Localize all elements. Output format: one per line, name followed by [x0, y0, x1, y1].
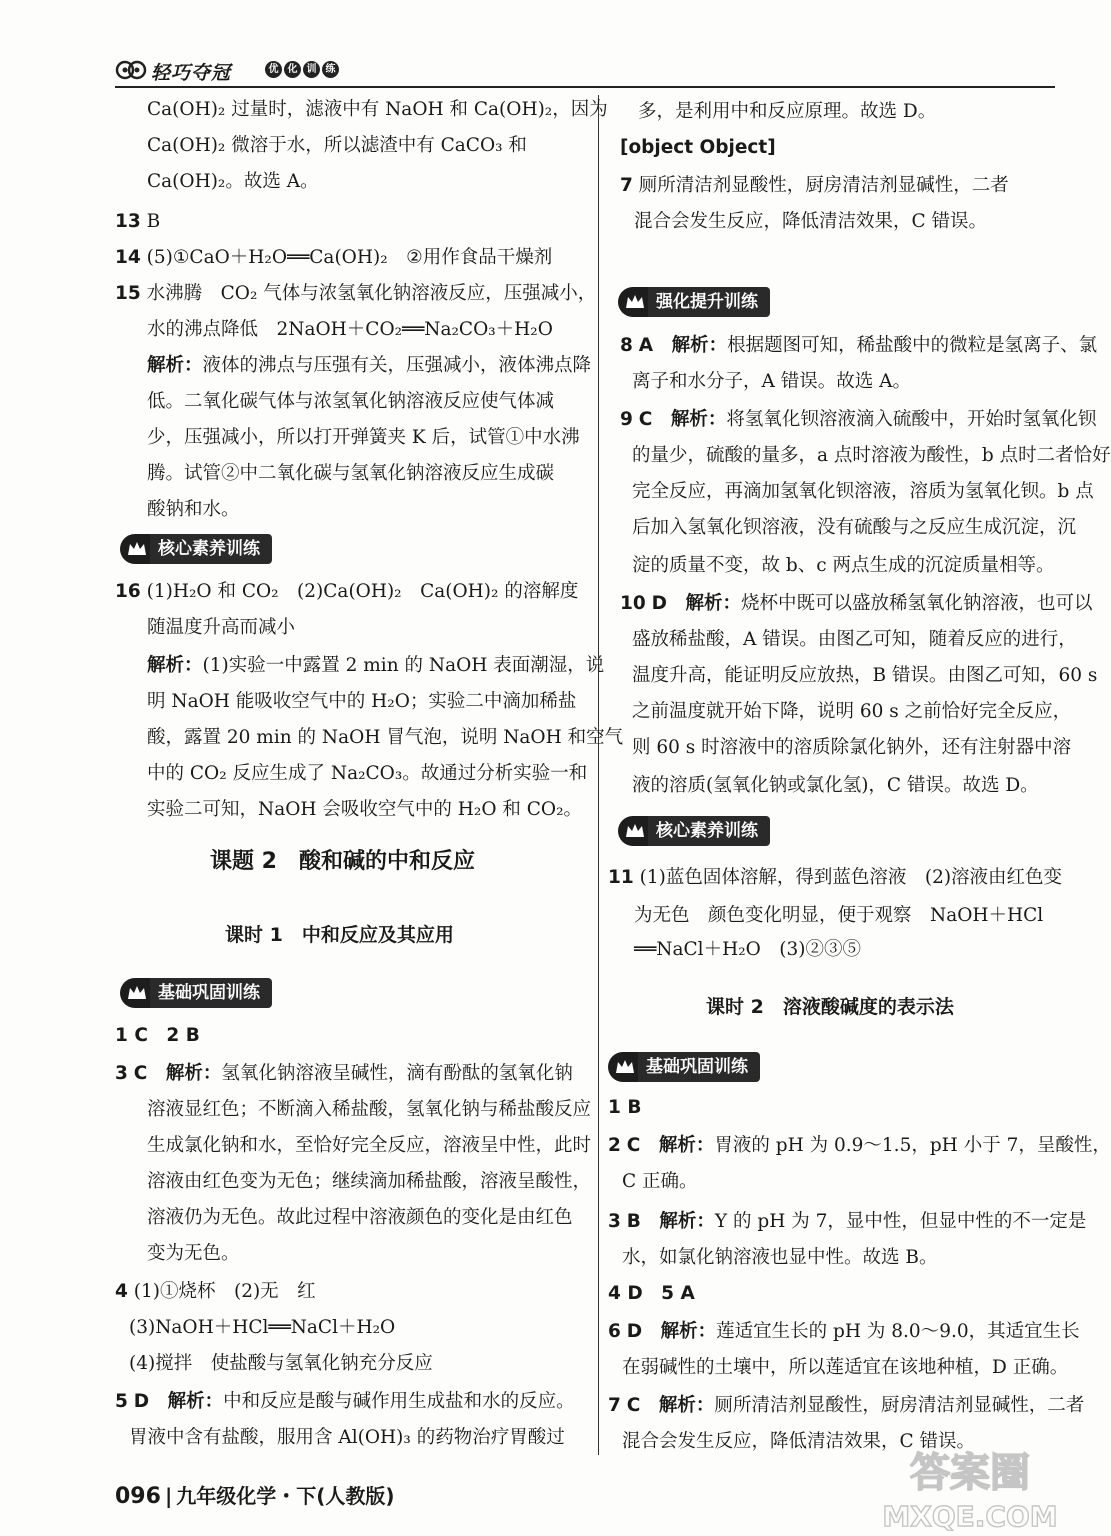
text-line: 在弱碱性的土壤中，所以莲适宜在该地种植，D 正确。 — [622, 1357, 1069, 1378]
answer-3 — [115, 1056, 573, 1092]
text-line: Ca(OH)₂ 微溶于水，所以滤渣中有 CaCO₃ 和 — [147, 135, 527, 156]
text-line: 多，是利用中和反应原理。故选 D。 — [638, 101, 937, 122]
answer-choice: D — [133, 1391, 150, 1412]
text-line: 的量少，硫酸的量多，a 点时溶液为酸性，b 点时二者恰好 — [632, 445, 1111, 466]
question-number: 7 — [620, 175, 633, 196]
question-number: 4 — [115, 1281, 128, 1302]
answer-choice: C — [626, 1395, 641, 1416]
answer-choice: C — [626, 1135, 641, 1156]
answer-1: 1 B — [608, 1097, 642, 1118]
watermark-text: 答案圈 — [910, 1450, 1030, 1496]
answer-6 — [608, 1314, 1080, 1350]
analysis-label: 解析： — [658, 1395, 715, 1416]
brand-tag: 化 — [284, 61, 301, 78]
brand-tags — [265, 61, 339, 78]
text-line: 混合会发生反应，降低清洁效果，C 错误。 — [622, 1431, 976, 1452]
answer-4-5: 4 D 5 A — [608, 1283, 695, 1304]
answer-16 — [115, 574, 578, 610]
answer-9 — [620, 402, 1096, 438]
text-line: 离子和水分子，A 错误。故选 A。 — [632, 371, 911, 392]
answer-14 — [115, 240, 552, 276]
text-line: 为无色 颜色变化明显，便于观察 NaOH＋HCl — [634, 905, 1044, 926]
crown-icon — [624, 821, 646, 841]
brand-logo-icon — [115, 56, 147, 84]
answer-text: 水沸腾 CO₂ 气体与浓氢氧化钠溶液反应，压强减小， — [146, 283, 597, 304]
text-line: 盛放稀盐酸，A 错误。由图乙可知，随着反应的进行， — [632, 629, 1077, 650]
topic-heading: 课题 2 酸和碱的中和反应 — [210, 849, 475, 874]
question-number: 6 — [608, 1321, 621, 1342]
text-line: 溶液由红色变为无色；继续滴加稀盐酸，溶液呈酸性， — [147, 1171, 592, 1192]
analysis-text: 将氢氧化钡溶液滴入硫酸中，开始时氢氧化钡 — [726, 409, 1097, 430]
text-line: 水，如氯化钠溶液也显中性。故选 B。 — [622, 1247, 938, 1268]
text-line: 胃液中含有盐酸，服用含 Al(OH)₃ 的药物治疗胃酸过 — [129, 1427, 565, 1448]
analysis-line — [147, 648, 604, 684]
text-line: 混合会发生反应，降低清洁效果，C 错误。 — [634, 211, 988, 232]
analysis-text: 中和反应是酸与碱作用生成盐和水的反应。 — [223, 1391, 575, 1412]
question-number: 13 — [115, 211, 141, 232]
text-line: 实验二可知，NaOH 会吸收空气中的 H₂O 和 CO₂。 — [147, 799, 582, 820]
section-title: 基础巩固训练 — [638, 1052, 760, 1082]
brand-tag: 优 — [265, 61, 282, 78]
section-title: 核心素养训练 — [150, 534, 272, 564]
lesson-heading: 课时 1 中和反应及其应用 — [225, 924, 454, 946]
text-line: (3)NaOH＋HCl══NaCl＋H₂O — [129, 1317, 396, 1338]
analysis-label: 解析： — [671, 335, 728, 356]
text-line: 水的沸点降低 2NaOH＋CO₂══Na₂CO₃＋H₂O — [147, 319, 553, 340]
text-line: Ca(OH)₂ 过量时，滤液中有 NaOH 和 Ca(OH)₂，因为 — [147, 99, 608, 120]
page-footer — [115, 1480, 395, 1509]
text-line: 温度升高，能证明反应放热，B 错误。由图乙可知，60 s — [632, 665, 1098, 686]
question-number: 8 — [620, 335, 633, 356]
answer-7 — [620, 168, 1009, 204]
watermark-domain: MXQE.COM — [882, 1500, 1058, 1533]
answer-text: 厕所清洁剂显酸性，厨房清洁剂显碱性，二者 — [638, 175, 1009, 196]
crown-icon — [614, 1057, 636, 1077]
text-line: 溶液仍为无色。故此过程中溶液颜色的变化是由红色 — [147, 1207, 573, 1228]
analysis-label: 解析： — [658, 1135, 715, 1156]
analysis-text: 烧杯中既可以盛放稀氢氧化钠溶液，也可以 — [741, 593, 1093, 614]
question-number: 3 — [608, 1211, 621, 1232]
analysis-label: 解析： — [659, 1211, 715, 1232]
text-line: 液的溶质(氢氧化钠或氯化氢)，C 错误。故选 D。 — [632, 775, 1039, 796]
text-line: (4)搅拌 使盐酸与氢氧化钠充分反应 — [129, 1353, 433, 1374]
question-number: 10 — [620, 593, 646, 614]
text-line: Ca(OH)₂。故选 A。 — [147, 171, 319, 192]
page-header — [115, 50, 1055, 90]
answer-11 — [608, 860, 1062, 896]
question-number: 16 — [115, 581, 141, 602]
answer-choice: D — [651, 593, 667, 614]
answer-13 — [115, 204, 160, 240]
question-number: 7 — [608, 1395, 621, 1416]
question-number: 2 — [608, 1135, 621, 1156]
answer-text: B — [146, 211, 161, 232]
column-divider — [598, 95, 599, 1455]
text-line: 生成氯化钠和水，至恰好完全反应，溶液呈中性，此时 — [147, 1135, 592, 1156]
header-rule — [115, 86, 1055, 88]
text-line: 之前温度就开始下降，说明 60 s 之前恰好完全反应， — [632, 701, 1072, 722]
text-line: 随温度升高而减小 — [147, 617, 296, 638]
footer-separator: | — [164, 1484, 173, 1508]
text-line: 酸，露置 20 min 的 NaOH 冒气泡，说明 NaOH 和空气 — [147, 727, 624, 748]
answer-choice: B — [626, 1211, 641, 1232]
analysis-text: 厕所清洁剂显酸性，厨房清洁剂显碱性，二者 — [714, 1395, 1085, 1416]
section-title: 强化提升训练 — [648, 287, 770, 317]
crown-icon — [624, 292, 646, 312]
text-line: 淀的质量不变，故 b、c 两点生成的沉淀质量相等。 — [632, 555, 1055, 576]
answer-choice: C — [133, 1063, 148, 1084]
crown-icon — [126, 539, 148, 559]
analysis-text: 胃液的 pH 为 0.9～1.5，pH 小于 7，呈酸性， — [714, 1135, 1111, 1156]
answer-7 — [608, 1388, 1084, 1424]
question-number: 5 — [115, 1391, 128, 1412]
text-line: C 正确。 — [622, 1171, 698, 1192]
text-line: 则 60 s 时溶液中的溶质除氯化钠外，还有注射器中溶 — [632, 737, 1072, 758]
text-line: 变为无色。 — [147, 1243, 240, 1264]
text-line: 酸钠和水。 — [147, 499, 240, 520]
answer-2 — [608, 1128, 1111, 1164]
brand-title: 轻巧夺冠 — [151, 62, 232, 84]
answer-3 — [608, 1204, 1086, 1240]
section-title: 基础巩固训练 — [150, 978, 272, 1008]
text-line: 少，压强减小，所以打开弹簧夹 K 后，试管①中水沸 — [147, 427, 580, 448]
answer-10 — [620, 586, 1093, 622]
watermark-logo-icon — [880, 1440, 1060, 1536]
question-number: 15 — [115, 283, 141, 304]
text-line: 完全反应，再滴加氢氧化钡溶液，溶质为氢氧化钡。b 点 — [632, 481, 1094, 502]
page-number: 096 — [115, 1484, 161, 1509]
analysis-label: 解析： — [147, 355, 203, 376]
brand-tag: 训 — [303, 61, 320, 78]
answer-15 — [115, 276, 596, 312]
answer-4 — [115, 1274, 316, 1310]
section-title: 核心素养训练 — [648, 816, 770, 846]
analysis-label: 解析： — [670, 409, 727, 430]
question-number: 14 — [115, 247, 141, 268]
analysis-text: 根据题图可知，稀盐酸中的微粒是氢离子、氯 — [727, 335, 1098, 356]
text-line: 明 NaOH 能吸收空气中的 H₂O；实验二中滴加稀盐 — [147, 691, 577, 712]
answer-choice: A — [638, 335, 654, 356]
analysis-label: 解析： — [165, 1063, 222, 1084]
question-number: 3 — [115, 1063, 128, 1084]
crown-icon — [126, 983, 148, 1003]
text-line: 低。二氧化碳气体与浓氢氧化钠溶液反应使气体减 — [147, 391, 555, 412]
answer-5 — [115, 1384, 575, 1420]
text-line: 腾。试管②中二氧化碳与氢氧化钠溶液反应生成碳 — [147, 463, 555, 484]
text-line: ══NaCl＋H₂O (3)②③⑤ — [634, 939, 861, 960]
answer-text: (5)①CaO＋H₂O══Ca(OH)₂ ②用作食品干燥剂 — [146, 247, 553, 268]
analysis-label: 解析： — [660, 1321, 717, 1342]
answer-choice: C — [638, 409, 653, 430]
analysis-label: 解析： — [167, 1391, 224, 1412]
analysis-text: Y 的 pH 为 7，显中性，但显中性的不一定是 — [714, 1211, 1087, 1232]
analysis-text: (1)实验一中露置 2 min 的 NaOH 表面潮湿，说 — [202, 655, 605, 676]
footer-book-title: 九年级化学・下(人教版) — [176, 1484, 395, 1508]
analysis-label: 解析： — [685, 593, 742, 614]
answer-8 — [620, 328, 1097, 364]
answer-text: (1)蓝色固体溶解，得到蓝色溶液 (2)溶液由红色变 — [639, 867, 1063, 888]
answer-text: (1)①烧杯 (2)无 红 — [133, 1281, 316, 1302]
analysis-text: 莲适宜生长的 pH 为 8.0～9.0，其适宜生长 — [716, 1321, 1080, 1342]
question-number: 9 — [620, 409, 633, 430]
text-line: 溶液显红色；不断滴入稀盐酸，氢氧化钠与稀盐酸反应 — [147, 1099, 592, 1120]
answer-1-2: 1 C 2 B — [115, 1025, 200, 1046]
analysis-text: 液体的沸点与压强有关，压强减小，液体沸点降 — [202, 355, 592, 376]
brand-tag: 练 — [322, 61, 339, 78]
lesson-heading: 课时 2 溶液酸碱度的表示法 — [706, 996, 954, 1018]
analysis-line — [147, 348, 591, 384]
question-number: 11 — [608, 867, 634, 888]
text-line: 中的 CO₂ 反应生成了 Na₂CO₃。故通过分析实验一和 — [147, 763, 588, 784]
answer-6: [object Object] — [620, 137, 776, 158]
text-line: 后加入氢氧化钡溶液，没有硫酸与之反应生成沉淀，沉 — [632, 517, 1077, 538]
analysis-label: 解析： — [147, 655, 203, 676]
analysis-text: 氢氧化钠溶液呈碱性，滴有酚酞的氢氧化钠 — [221, 1063, 573, 1084]
answer-choice: D — [626, 1321, 643, 1342]
answer-text: (1)H₂O 和 CO₂ (2)Ca(OH)₂ Ca(OH)₂ 的溶解度 — [146, 581, 579, 602]
